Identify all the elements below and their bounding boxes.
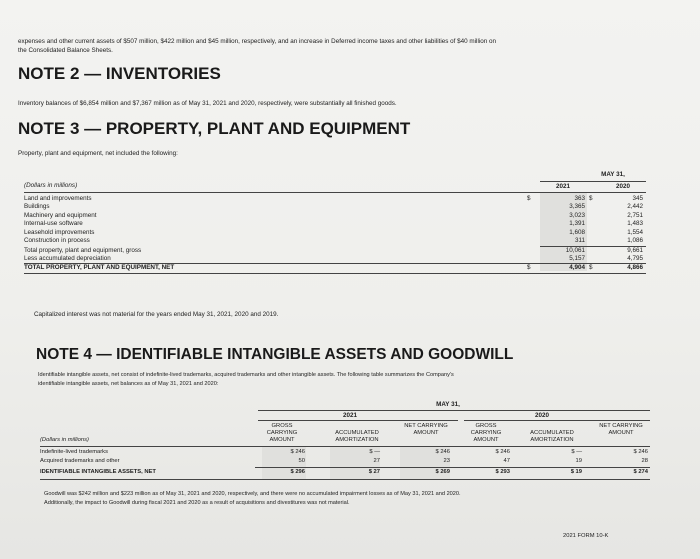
ppe-dollar: $ bbox=[527, 195, 531, 202]
ia-row-label: Indefinite-lived trademarks bbox=[40, 449, 108, 455]
ppe-col-2020: 2020 bbox=[615, 183, 630, 190]
ia-header-net-2020: NET CARRYING AMOUNT bbox=[599, 423, 643, 436]
ppe-dollar: $ bbox=[589, 195, 593, 202]
ia-gross-2021: $ 246 bbox=[290, 449, 305, 455]
ppe-value-2020: 9,661 bbox=[627, 247, 643, 254]
ia-net-2020: 28 bbox=[641, 458, 648, 464]
ppe-value-2021: 1,608 bbox=[569, 229, 585, 236]
ppe-row-label: Less accumulated depreciation bbox=[24, 255, 111, 262]
ppe-value-2020: 2,751 bbox=[627, 212, 643, 219]
ppe-value-2020: 1,086 bbox=[627, 237, 643, 244]
ia-net-2021: 23 bbox=[443, 458, 450, 464]
ppe-value-2020: 4,866 bbox=[627, 264, 643, 271]
page-footer: 2021 FORM 10-K bbox=[563, 533, 609, 539]
ia-net-2020: $ 274 bbox=[633, 469, 648, 475]
ia-accum-2020: $ — bbox=[571, 449, 582, 455]
ppe-value-2021: 3,023 bbox=[569, 212, 585, 219]
ppe-dollar: $ bbox=[527, 264, 531, 271]
ia-gross-2021: 50 bbox=[298, 458, 305, 464]
ia-header-net-2021: NET CARRYING AMOUNT bbox=[404, 423, 448, 436]
ppe-value-2020: 4,795 bbox=[627, 255, 643, 262]
ppe-value-2021: 1,391 bbox=[569, 220, 585, 227]
ppe-footnote: Capitalized interest was not material for the years ended May 31, 2021, 2020 and 2019. bbox=[34, 311, 279, 318]
note4-text-2: identifiable intangible assets, net balances as of May 31, 2021 and 2020: bbox=[38, 381, 219, 387]
ia-accum-2021: 27 bbox=[373, 458, 380, 464]
ppe-value-2020: 1,483 bbox=[627, 220, 643, 227]
intro-line-1: expenses and other current assets of $507 million, $422 million and $45 million, respectively, and an increase in Deferred income taxes and other liabilities of $40 million on bbox=[18, 38, 497, 45]
ppe-row-label: TOTAL PROPERTY, PLANT AND EQUIPMENT, NET bbox=[24, 264, 175, 271]
ppe-period-header: MAY 31, bbox=[601, 171, 625, 178]
ppe-row-label: Internal-use software bbox=[24, 220, 83, 227]
ia-gross-2020: 47 bbox=[503, 458, 510, 464]
note2-text: Inventory balances of $6,854 million and $7,367 million as of May 31, 2021 and 2020, respectively, were substantially all finished goods. bbox=[18, 100, 397, 107]
ppe-dollar: $ bbox=[589, 264, 593, 271]
goodwill-line-2: Additionally, the impact to Goodwill during fiscal 2021 and 2020 as a result of acquisitions and divestitures was not material. bbox=[44, 500, 350, 506]
ppe-value-2021: 3,365 bbox=[569, 203, 585, 210]
ppe-row-label: Machinery and equipment bbox=[24, 212, 97, 219]
ppe-row-label: Construction in process bbox=[24, 237, 90, 244]
ia-header-gross-2021: GROSS CARRYING AMOUNT bbox=[266, 423, 298, 443]
ppe-value-2021: 10,061 bbox=[565, 247, 585, 254]
ppe-value-2020: 2,442 bbox=[627, 203, 643, 210]
ia-header-accum-2020: ACCUMULATED AMORTIZATION bbox=[530, 430, 574, 443]
note3-title: NOTE 3 — PROPERTY, PLANT AND EQUIPMENT bbox=[18, 119, 411, 138]
note3-intro: Property, plant and equipment, net included the following: bbox=[18, 150, 178, 157]
ia-net-2020: $ 246 bbox=[633, 449, 648, 455]
ia-header-gross-2020: GROSS CARRYING AMOUNT bbox=[470, 423, 502, 443]
ppe-row-label: Leasehold improvements bbox=[24, 229, 95, 236]
ia-accum-2020: $ 19 bbox=[570, 469, 582, 475]
ia-header-accum-2021: ACCUMULATED AMORTIZATION bbox=[335, 430, 379, 443]
note4-text-1: Identifiable intangible assets, net consist of indefinite-lived trademarks, acquired trademarks and other intangible assets. The following table summarizes the Company's bbox=[38, 372, 454, 378]
ia-accum-2021: $ 27 bbox=[368, 469, 380, 475]
ia-year-2020: 2020 bbox=[534, 412, 549, 419]
ppe-value-2021: 363 bbox=[574, 195, 585, 202]
ppe-row-label: Total property, plant and equipment, gross bbox=[24, 247, 142, 254]
note4-title: NOTE 4 — IDENTIFIABLE INTANGIBLE ASSETS AND GOODWILL bbox=[36, 346, 514, 363]
ia-row-label: IDENTIFIABLE INTANGIBLE ASSETS, NET bbox=[40, 469, 156, 475]
ia-gross-2020: $ 246 bbox=[495, 449, 510, 455]
ppe-value-2021: 5,157 bbox=[569, 255, 585, 262]
ppe-units: (Dollars in millions) bbox=[24, 182, 78, 189]
ppe-value-2020: 1,554 bbox=[627, 229, 643, 236]
ia-gross-2021: $ 296 bbox=[290, 469, 305, 475]
ppe-col-2021: 2021 bbox=[555, 183, 570, 190]
ia-gross-2020: $ 293 bbox=[495, 469, 510, 475]
ia-year-2021: 2021 bbox=[342, 412, 357, 419]
note2-title: NOTE 2 — INVENTORIES bbox=[18, 64, 221, 83]
ia-row-label: Acquired trademarks and other bbox=[40, 458, 120, 464]
ppe-row-label: Land and improvements bbox=[24, 195, 92, 202]
ia-units: (Dollars in millions) bbox=[40, 437, 89, 443]
ia-period-header: MAY 31, bbox=[436, 401, 460, 408]
ia-net-2021: $ 246 bbox=[435, 449, 450, 455]
ia-accum-2020: 19 bbox=[575, 458, 582, 464]
ia-accum-2021: $ — bbox=[369, 449, 380, 455]
goodwill-line-1: Goodwill was $242 million and $223 million as of May 31, 2021 and 2020, respectively, and there were no accumulated impairment losses as of May 31, 2021 and 2020. bbox=[44, 491, 461, 497]
ppe-value-2021: 4,904 bbox=[569, 264, 585, 271]
ia-net-2021: $ 269 bbox=[435, 469, 450, 475]
ppe-row-label: Buildings bbox=[24, 203, 50, 210]
ppe-value-2021: 311 bbox=[574, 237, 585, 244]
intro-line-2: the Consolidated Balance Sheets. bbox=[18, 47, 113, 54]
ppe-value-2020: 345 bbox=[632, 195, 643, 202]
